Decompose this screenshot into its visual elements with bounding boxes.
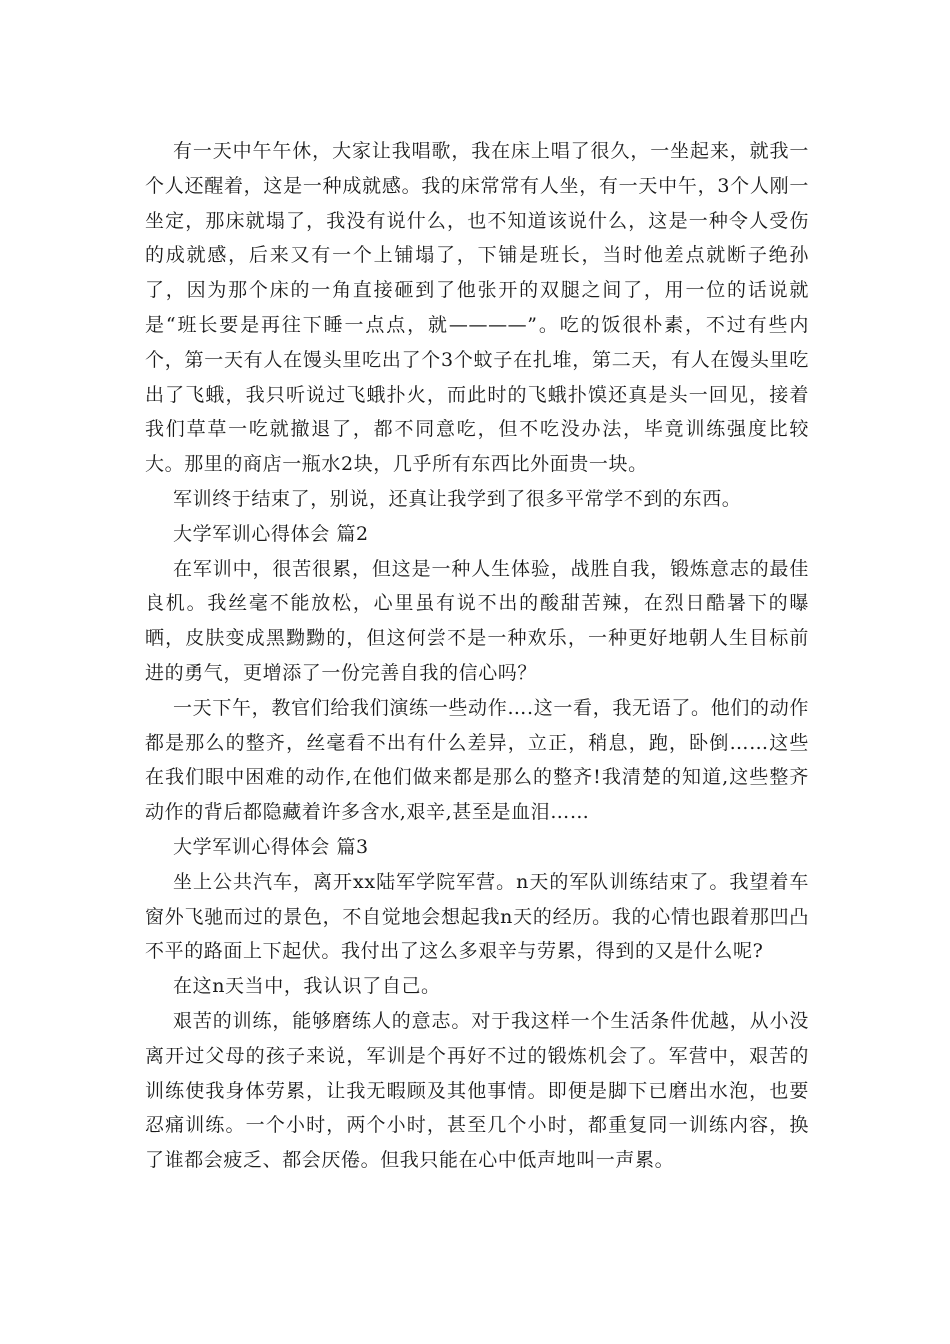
- paragraph: 有一天中午午休，大家让我唱歌，我在床上唱了很久，一坐起来，就我一个人还醒着，这是一种成就感。我的床常常有人坐，有一天中午，3个人刚一坐定，那床就塌了，我没有说什么，也不知道该说什么，这是一种令人受伤的成就感，后来又有一个上铺塌了，下铺是班长，当时他差点就断子绝孙了，因为那个床的一角直接砸到了他张开的双腿之间了，用一位的话说就是“班长要是再往下睡一点点，就————”。吃的饭很朴素，不过有些内个，第一天有人在馒头里吃出了个3个蚊子在扎堆，第二天，有人在馒头里吃出了飞蛾，我只听说过飞蛾扑火，而此时的飞蛾扑馍还真是头一回见，接着我们草草一吃就撤退了，都不同意吃，但不吃没办法，毕竟训练强度比较大。那里的商店一瓶水2块，几乎所有东西比外面贵一块。: [145, 140, 809, 476]
- paragraph: 一天下午，教官们给我们演练一些动作….这一看，我无语了。他们的动作都是那么的整齐，丝毫看不出有什么差异，立正，稍息，跑，卧倒……这些在我们眼中困难的动作,在他们做来都是那么的整齐!我清楚的知道,这些整齐动作的背后都隐藏着许多含水,艰辛,甚至是血泪……: [145, 696, 809, 824]
- section-heading: 大学军训心得体会 篇2: [173, 522, 369, 545]
- paragraph: 坐上公共汽车，离开xx陆军学院军营。n天的军队训练结束了。我望着车窗外飞驰而过的景色，不自觉地会想起我n天的经历。我的心情也跟着那凹凸不平的路面上下起伏。我付出了这么多艰辛与劳累，得到的又是什么呢?: [145, 870, 809, 963]
- section-heading: 大学军训心得体会 篇3: [173, 835, 369, 858]
- paragraph: 在军训中，很苦很累，但这是一种人生体验，战胜自我，锻炼意志的最佳良机。我丝毫不能放松，心里虽有说不出的酸甜苦辣，在烈日酷暑下的曝晒，皮肤变成黑黝黝的，但这何尝不是一种欢乐，一种更好地朝人生目标前进的勇气，更增添了一份完善自我的信心吗？: [145, 557, 809, 684]
- paragraph: 军训终于结束了，别说，还真让我学到了很多平常学不到的东西。: [173, 487, 742, 510]
- paragraph: 艰苦的训练，能够磨练人的意志。对于我这样一个生活条件优越，从小没离开过父母的孩子来说，军训是个再好不过的锻炼机会了。军营中，艰苦的训练使我身体劳累，让我无暇顾及其他事情。即便是脚下已磨出水泡，也要忍痛训练。一个小时，两个小时，甚至几个小时，都重复同一训练内容，换了谁都会疲乏、都会厌倦。但我只能在心中低声地叫一声累。: [145, 1009, 809, 1172]
- document-body: [145, 134, 809, 1178]
- paragraph: 在这n天当中，我认识了自己。: [173, 975, 441, 998]
